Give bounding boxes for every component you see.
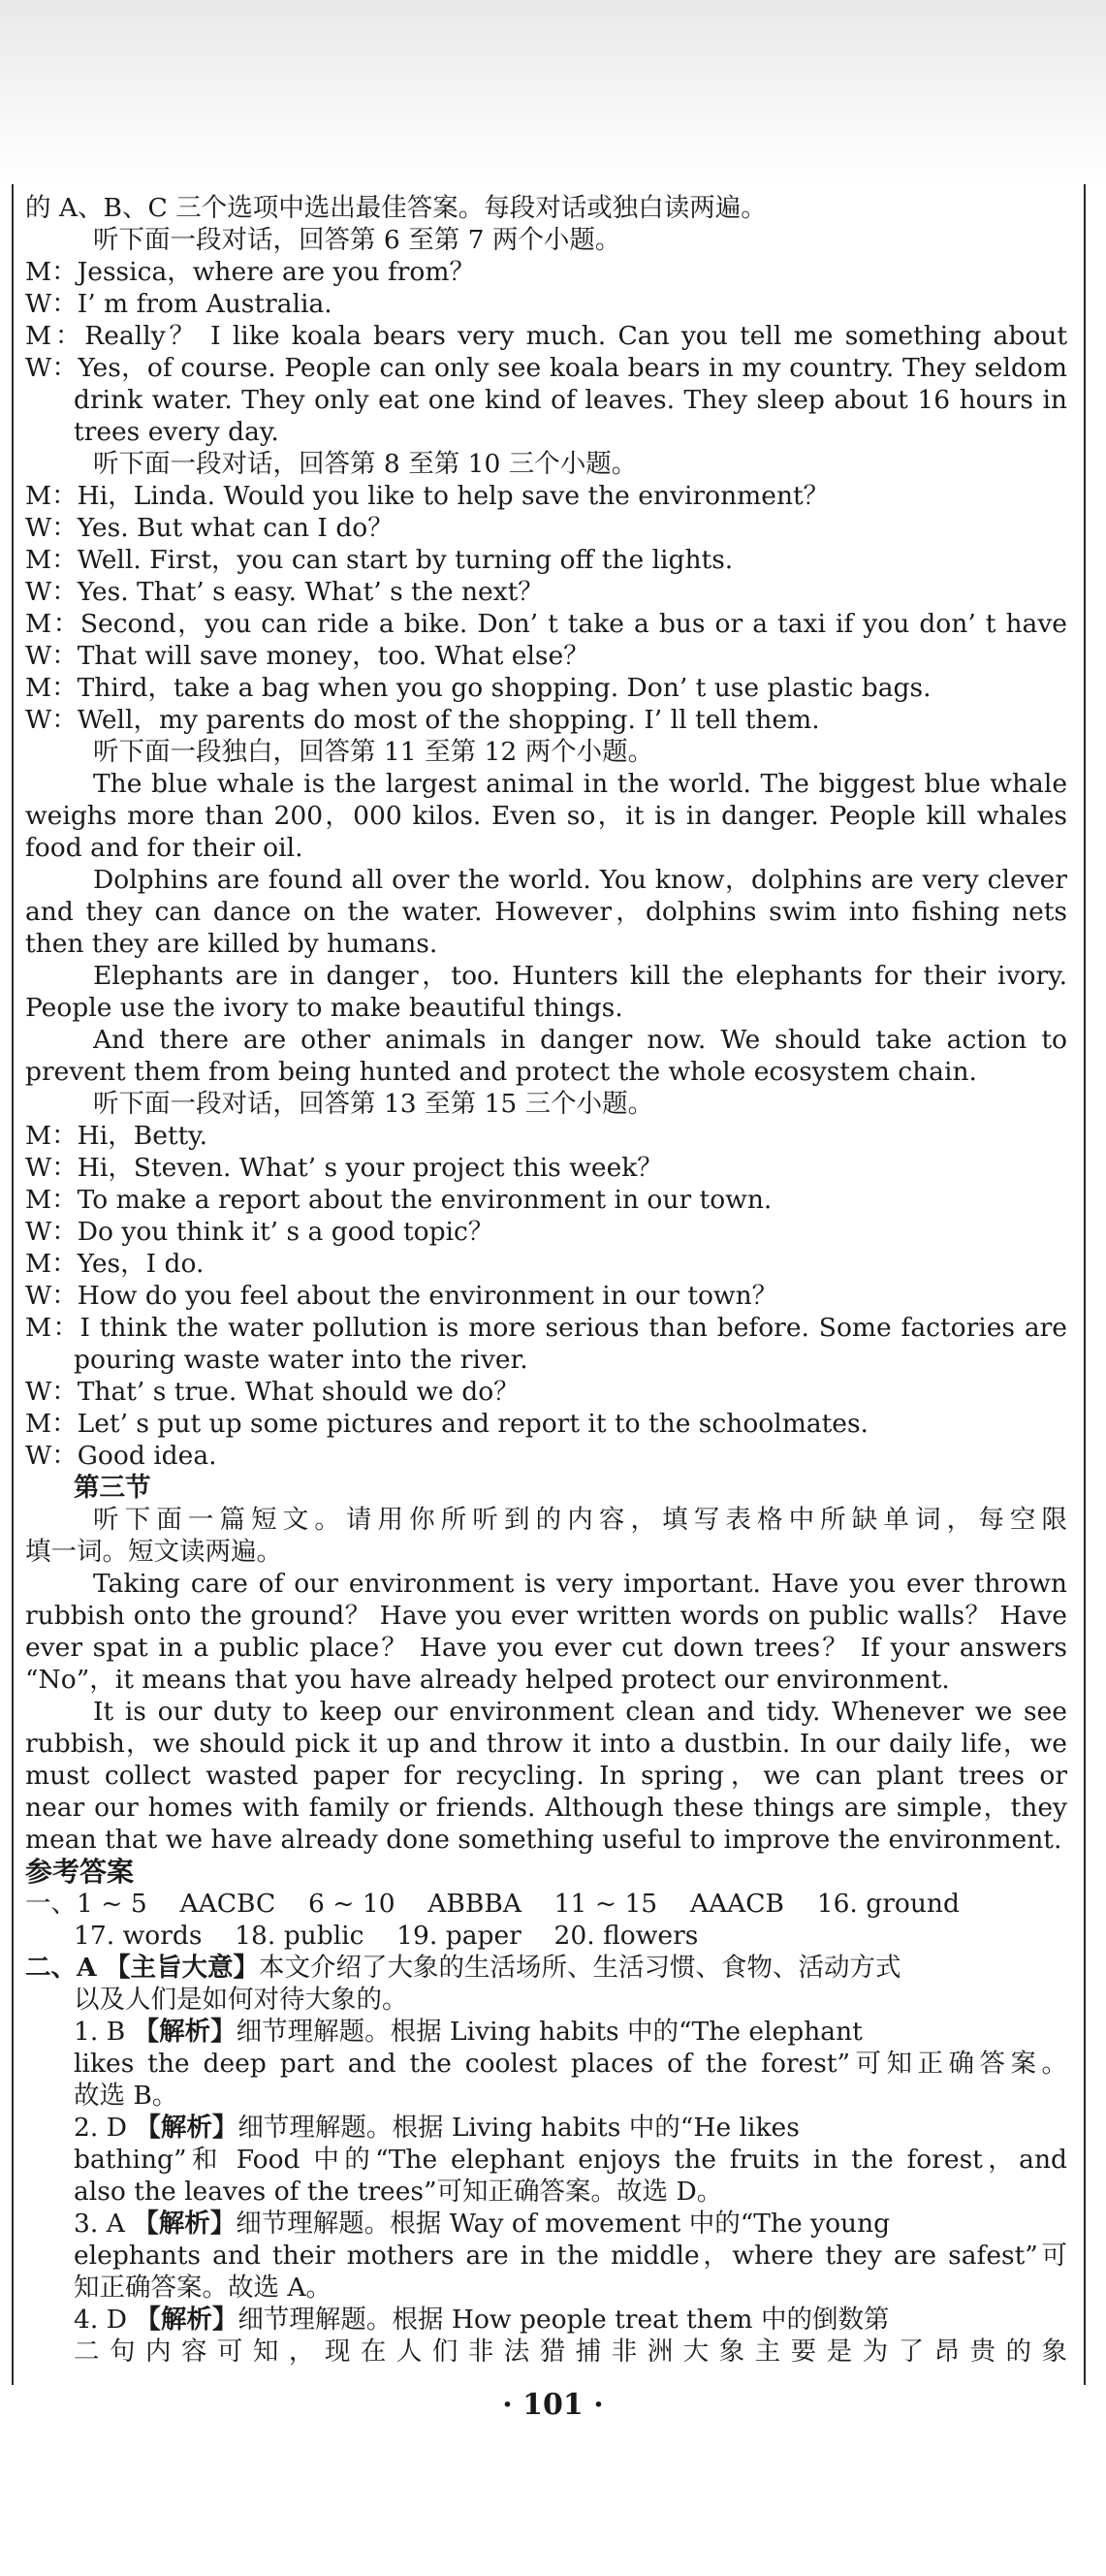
analysis-tag: 【解析】	[133, 2209, 237, 2239]
part2-main-idea	[25, 1952, 1067, 1984]
dialogue-line: M：Really？ I like koala bears very much. Can you tell me something about	[25, 321, 1067, 351]
q4-text: 细节理解题。根据 How people treat them 中的倒数第	[237, 2305, 890, 2335]
dialogue-line: W：Good idea.	[25, 1441, 217, 1471]
dialogue-line: W：I’ m from Australia.	[25, 289, 332, 319]
intro-line: 的 A、B、C 三个选项中选出最佳答案。每段对话或独白读两遍。	[25, 193, 767, 223]
main-idea-text: 本文介绍了大象的生活场所、生活习惯、食物、活动方式	[259, 1953, 901, 1983]
answer-q2	[25, 2112, 1067, 2144]
q1-label: 1. B	[74, 2017, 126, 2047]
passage-line: Taking care of our environment is very important. Have you ever thrown	[93, 1569, 1067, 1599]
analysis-tag: 【解析】	[135, 2113, 238, 2143]
dialogue-line: W：Yes. That’ s easy. What’ s the next？	[25, 577, 544, 607]
dialogue-line: W：That’ s true. What should we do？	[25, 1377, 520, 1407]
dialogue-line: M：To make a report about the environment in our town.	[25, 1185, 773, 1215]
dialogue-line: M：Well. First，you can start by turning off the lights.	[25, 545, 734, 575]
dialogue-line: M：Second，you can ride a bike. Don’ t take a bus or a taxi if you don’ t have	[25, 609, 1067, 639]
q3-text: 知正确答案。故选 A。	[74, 2273, 332, 2303]
part2-label: 二、A	[25, 1953, 97, 1983]
passage-line: must collect wasted paper for recycling. In spring，we can plant trees or	[25, 1761, 1067, 1791]
monologue-instruction: 听下面一段独白，回答第 11 至第 12 两个小题。	[93, 737, 654, 767]
dialogue-line: W：Hi，Steven. What’ s your project this week？	[25, 1153, 663, 1183]
passage-line: rubbish onto the ground？ Have you ever written words on public walls？ Have	[25, 1601, 1067, 1631]
monologue-line: then they are killed by humans.	[25, 929, 438, 959]
passage-line: It is our duty to keep our environment clean and tidy. Whenever we see	[93, 1697, 1067, 1727]
monologue-line: food and for their oil.	[25, 833, 303, 863]
passage-line: rubbish，we should pick it up and throw it into a dustbin. In our daily life，we	[25, 1729, 1067, 1759]
q4-label: 4. D	[74, 2305, 127, 2335]
q4-text: 二句内容可知，现在人们非法猎捕非洲大象主要是为了昂贵的象	[74, 2337, 1067, 2367]
page-body	[25, 192, 1067, 2368]
monologue-line: Dolphins are found all over the world. You know，dolphins are very clever	[93, 865, 1067, 895]
dialogue-line: M：Jessica，where are you from？	[25, 257, 476, 287]
dialogue-line: pouring waste water into the river.	[74, 1345, 528, 1375]
passage-line: “No”，it means that you have already helped protect our environment.	[25, 1665, 950, 1695]
section3-heading: 第三节	[74, 1473, 151, 1503]
dialogue2-instruction: 听下面一段对话，回答第 8 至第 10 三个小题。	[93, 449, 638, 479]
answer-q1	[25, 2016, 1067, 2048]
q2-text: also the leaves of the trees”可知正确答案。故选 D。	[74, 2177, 723, 2207]
dialogue-line: W：Yes，of course. People can only see koala bears in my country. They seldom	[25, 353, 1067, 383]
dialogue3-instruction: 听下面一段对话，回答第 13 至第 15 三个小题。	[93, 1089, 654, 1119]
left-margin-rule	[12, 184, 14, 2385]
monologue-line: The blue whale is the largest animal in the world. The biggest blue whale	[93, 769, 1067, 799]
dialogue-line: M：Third，take a bag when you go shopping. Don’ t use plastic bags.	[25, 673, 932, 703]
answer-key-line: 17. words 18. public 19. paper 20. flowers	[74, 1921, 699, 1951]
page-top-shadow	[0, 0, 1106, 184]
right-margin-rule	[1084, 184, 1086, 2385]
dialogue-line: M：Hi，Betty.	[25, 1121, 208, 1151]
passage-line: ever spat in a public place？ Have you ever cut down trees？ If your answers	[25, 1633, 1067, 1663]
answer-key-line: 一、1 ~ 5 AACBC 6 ~ 10 ABBBA 11 ~ 15 AAACB 16. ground	[25, 1889, 960, 1919]
q2-label: 2. D	[74, 2113, 127, 2143]
section3-instruction: 填一词。短文读两遍。	[25, 1537, 282, 1567]
dialogue-line: W：Do you think it’ s a good topic？	[25, 1217, 494, 1247]
answer-q3	[25, 2208, 1067, 2240]
q1-text: likes the deep part and the coolest places of the forest”可知正确答案。	[74, 2049, 1067, 2079]
passage-line: mean that we have already done something useful to improve the environment.	[25, 1825, 1062, 1855]
dialogue-line: drink water. They only eat one kind of leaves. They sleep about 16 hours in	[74, 385, 1067, 415]
monologue-line: and they can dance on the water. However，dolphins swim into fishing nets	[25, 897, 1067, 927]
q3-text: elephants and their mothers are in the middle，where they are safest”可	[74, 2241, 1067, 2271]
analysis-tag: 【解析】	[133, 2017, 237, 2047]
q3-label: 3. A	[74, 2209, 125, 2239]
dialogue-line: M：Let’ s put up some pictures and report it to the schoolmates.	[25, 1409, 869, 1439]
monologue-line: weighs more than 200，000 kilos. Even so，it is in danger. People kill whales	[25, 801, 1067, 831]
page-number: · 101 ·	[502, 2388, 604, 2422]
dialogue-line: W：How do you feel about the environment in our town？	[25, 1281, 778, 1311]
q2-text: 细节理解题。根据 Living habits 中的“He likes	[237, 2113, 800, 2143]
q1-text: 故选 B。	[74, 2081, 178, 2111]
monologue-line: Elephants are in danger，too. Hunters kill the elephants for their ivory.	[93, 961, 1067, 991]
passage-line: near our homes with family or friends. Although these things are simple，they	[25, 1793, 1067, 1823]
q1-text: 细节理解题。根据 Living habits 中的“The elephant	[236, 2017, 863, 2047]
answers-heading: 参考答案	[25, 1856, 135, 1888]
main-idea-tag: 【主旨大意】	[105, 1953, 259, 1983]
monologue-line: prevent them from being hunted and protect the whole ecosystem chain.	[25, 1057, 977, 1087]
dialogue-line: trees every day.	[74, 417, 279, 447]
dialogue-line: M：I think the water pollution is more serious than before. Some factories are	[25, 1313, 1067, 1343]
monologue-line: People use the ivory to make beautiful things.	[25, 993, 623, 1023]
dialogue1-instruction: 听下面一段对话，回答第 6 至第 7 两个小题。	[93, 225, 621, 255]
q2-text: bathing”和 Food 中的“The elephant enjoys the fruits in the forest，and	[74, 2145, 1067, 2175]
dialogue-line: W：Well，my parents do most of the shopping. I’ ll tell them.	[25, 705, 820, 735]
main-idea-text: 以及人们是如何对待大象的。	[74, 1985, 408, 2015]
monologue-line: And there are other animals in danger now. We should take action to	[93, 1025, 1067, 1055]
q3-text: 细节理解题。根据 Way of movement 中的“The young	[236, 2209, 891, 2239]
dialogue-line: M：Hi，Linda. Would you like to help save the environment？	[25, 481, 830, 511]
section3-instruction: 听下面一篇短文。请用你所听到的内容，填写表格中所缺单词，每空限	[93, 1505, 1067, 1535]
dialogue-line: M：Yes，I do.	[25, 1249, 205, 1279]
answer-q4	[25, 2304, 1067, 2336]
analysis-tag: 【解析】	[135, 2305, 238, 2335]
dialogue-line: W：Yes. But what can I do？	[25, 513, 394, 543]
dialogue-line: W：That will save money，too. What else？	[25, 641, 589, 671]
